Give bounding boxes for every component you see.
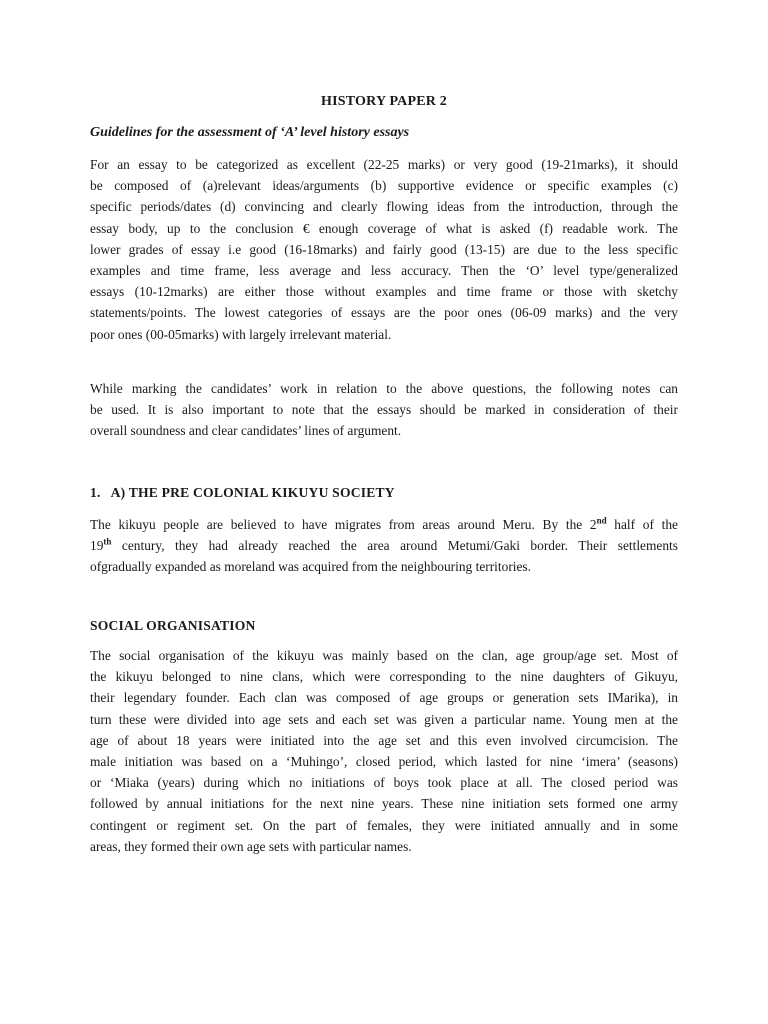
paragraph-marking-notes [90,378,678,442]
paragraph-line: statements/points. The lowest categories of essays are the poor ones (06-09 marks) and the very [90,305,678,321]
page-subtitle: Guidelines for the assessment of ‘A’ level history essays [90,125,410,140]
paragraph-line: essay body, up to the conclusion € enough coverage of what is asked (f) readable work. The [90,220,678,236]
paragraph-line: areas, they formed their own age sets with particular names. [90,838,412,854]
paragraph-assessment-guidelines [90,154,678,345]
line-text: 19 [90,538,104,554]
line-text: century, they had already reached the area around Metumi/Gaki border. Their settlements [111,538,678,554]
paragraph-line: For an essay to be categorized as excellent (22-25 marks) or very good (19-21marks), it should [90,157,678,172]
section-heading-kikuyu-society: 1. A) THE PRE COLONIAL KIKUYU SOCIETY [90,485,395,500]
paragraph-line: male initiation was based on a ‘Muhingo’, closed period, which lasted for nine ‘imera’ (seasons) [90,754,678,770]
page-title: HISTORY PAPER 2 [321,94,447,109]
superscript: nd [596,515,607,526]
section-heading-social-organisation: SOCIAL ORGANISATION [90,618,256,633]
paragraph-line: or ‘Miaka (years) during which no initiations of boys took place at all. The closed period was [90,775,678,791]
paragraph-line: overall soundness and clear candidates’ lines of argument. [90,423,402,439]
paragraph-line: lower grades of essay i.e good (16-18marks) and fairly good (13-15) are due to the less specific [90,241,678,257]
paragraph-line: ofgradually expanded as moreland was acquired from the neighbouring territories. [90,559,531,575]
line-text: The kikuyu people are believed to have migrates from areas around Meru. By the 2 [90,517,597,532]
paragraph-social-organisation [90,645,678,857]
paragraph-line: specific periods/dates (d) convincing and clearly flowing ideas from the introduction, through the [90,199,678,215]
paragraph-line: turn these were divided into age sets and each set was given a particular name. Young men at the [90,711,678,727]
paragraph-line: examples and time frame, less average and less accuracy. Then the ‘O’ level type/generalized [90,263,678,279]
paragraph-line: The social organisation of the kikuyu was mainly based on the clan, age group/age set. Most of [90,648,678,663]
paragraph-line: be composed of (a)relevant ideas/arguments (b) supportive evidence or specific examples (c) [90,178,678,194]
paragraph-line: contingent or regiment set. On the part of females, they were initiated annually and in some [90,817,678,833]
superscript: th [103,536,112,547]
paragraph-line: the kikuyu belonged to nine clans, which were corresponding to the nine daughters of Gikuyu, [90,669,678,685]
paragraph-line: age of about 18 years were initiated into the age set and this even involved circumcision. The [90,732,678,748]
paragraph-line: While marking the candidates’ work in relation to the above questions, the following notes can [90,381,678,396]
paragraph-line: followed by annual initiations for the next nine years. These nine initiation sets formed one army [90,796,678,812]
paragraph-kikuyu-migration [90,514,678,578]
paragraph-line: their legendary founder. Each clan was composed of age groups or generation sets IMarika), in [90,690,678,706]
line-text: half of the [606,517,679,532]
paragraph-line: poor ones (00-05marks) with largely irrelevant material. [90,326,392,342]
paragraph-line: essays (10-12marks) are either those without examples and time frame or those with sketchy [90,284,678,300]
paragraph-line [90,535,678,556]
paragraph-line: be used. It is also important to note that the essays should be marked in consideration of their [90,402,678,418]
paragraph-line [90,514,678,535]
